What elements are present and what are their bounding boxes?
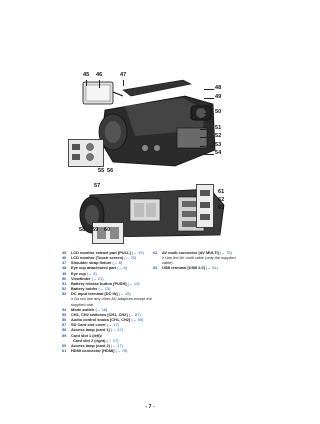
list-note: supplied one. [71,301,95,307]
leader-line [123,80,124,86]
list-item: 52 Battery holder (→ 13) [62,286,111,292]
callout-61: 61 [218,189,225,195]
callout-48: 48 [215,85,222,91]
callout-50: 50 [215,109,222,115]
leader-line [200,137,214,138]
callout-54: 54 [215,150,222,156]
list-item: 62 AV multi connector [AV MULTI] (→ 75) [153,250,232,255]
callout-45: 45 [83,72,90,78]
list-item: 47 Shoulder strap fixture (→ 8) [62,260,123,266]
list-item: 59 Card slot 1 (left)/ [62,332,102,338]
list-subitem: Card slot 2 (right) (→ 17) [73,337,119,343]
callout-56: 56 [107,168,114,174]
connector-inset [196,184,214,228]
list-item: 57 SD Card slot cover (→ 17) [62,322,119,328]
callout-59: 59 [92,227,99,233]
leader-line [200,154,214,155]
leader-line [99,80,100,88]
callout-60: 60 [104,227,111,233]
callout-55: 55 [98,168,105,174]
callout-58: 58 [79,227,86,233]
leader-line [204,113,214,114]
list-item: 51 Battery release button [PUSH] (→ 13) [62,280,140,286]
list-item: 63 USB terminal [USB 2.0] (→ 91) [153,265,218,271]
callout-63: 63 [218,205,225,211]
callout-46: 46 [96,72,103,78]
callout-51: 51 [215,125,222,131]
list-note: cable). [162,260,174,266]
parts-list-right [153,250,236,271]
list-item: 56 Audio control knobs [CH1, CH2] (→ 90) [62,317,144,323]
leader-line [200,129,214,130]
list-item: 60 Access lamp (card 2) (→ 17) [62,342,123,348]
list-item: 55 CH1, CH2 switches [CH1, CH2] (→ 87) [62,311,141,317]
list-item: 50 Viewfinder (→ 21) [62,275,104,281]
leader-line [86,80,87,86]
list-item: 61 HDMI connector [HDMI] (→ 75) [62,347,128,353]
list-note: ≥ Use the AV multi cable (only the supplied [162,255,236,261]
list-item: 58 Access lamp (card 1) (→ 17) [62,327,123,333]
list-item: 54 Mode switch (→ 16) [62,306,108,312]
parts-list-left [62,250,152,353]
page-number: - 7 - [145,404,155,410]
callout-47: 47 [120,72,127,78]
list-item: 49 Eye cup (→ 8) [62,270,97,276]
list-note: ≥ Do not use any other AC adaptors except the [71,296,152,302]
callout-53: 53 [215,142,222,148]
leader-line [204,98,214,99]
list-item: 45 LCD monitor extract part [PULL] (→ 19) [62,250,144,255]
callout-62: 62 [218,197,225,203]
callout-57: 57 [94,183,101,189]
list-item: 53 DC input terminal [DC IN] (→ 15) [62,291,131,297]
leader-line [200,146,214,147]
leader-line [204,89,214,90]
audio-control-inset [68,139,104,167]
callout-49: 49 [215,94,222,100]
list-item: 48 Eye cup attachment part (→ 8) [62,265,128,271]
list-item: 46 LCD monitor (Touch screen) (→ 20) [62,255,137,261]
callout-52: 52 [215,133,222,139]
